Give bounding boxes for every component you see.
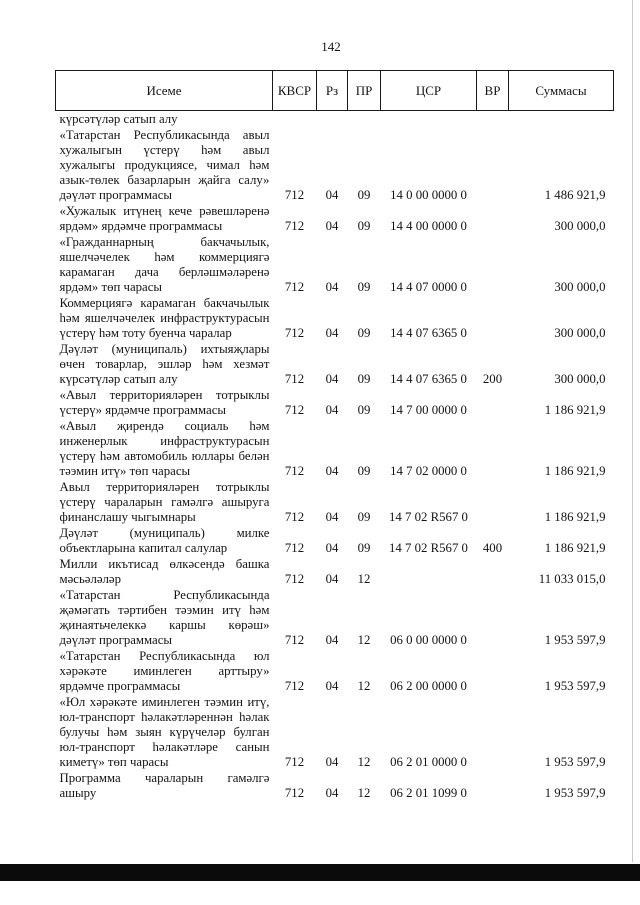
kvsr-cell: 712 [284, 510, 305, 524]
sum-cell: 1 186 921,9 [544, 464, 606, 478]
kvsr-cell: 712 [284, 633, 305, 647]
table-row [56, 234, 614, 295]
vr-cell [477, 203, 509, 234]
vr-cell [477, 770, 509, 801]
sum-cell: 300 000,0 [554, 219, 606, 233]
word: һәм [154, 250, 175, 264]
sum-cell: 1 953 597,9 [544, 755, 606, 769]
table-row [56, 648, 614, 694]
word: берләшмәләренә [178, 265, 270, 279]
row-name-line [60, 649, 270, 664]
word: авыл [242, 128, 270, 142]
word: юл-транспорт [59, 710, 135, 724]
word: тәэмин [175, 603, 214, 617]
row-name-line [60, 250, 270, 265]
pr-cell: 12 [357, 786, 371, 800]
word: «Авыл [59, 388, 97, 402]
kvsr-cell: 712 [284, 541, 305, 555]
sum-cell: 1 186 921,9 [544, 510, 606, 524]
vr-cell [477, 418, 509, 479]
row-name-line [60, 357, 270, 372]
row-name-line [60, 603, 270, 618]
word: һәм [99, 449, 121, 463]
row-name-line [60, 311, 270, 326]
word: товарлар, [95, 357, 147, 371]
pr-cell: 09 [357, 510, 371, 524]
word: «Юл [59, 695, 86, 709]
row-name-line [60, 695, 270, 710]
rz-cell: 04 [325, 464, 339, 478]
row-name-line [60, 526, 270, 541]
sum-cell: 300 000,0 [554, 326, 606, 340]
row-name-line: күрсәтүләр сатып алу [59, 372, 178, 386]
row-name-line: мәсьәләләр [59, 572, 122, 586]
pr-cell: 12 [357, 633, 371, 647]
rz-cell: 04 [325, 679, 339, 693]
csr-cell: 14 4 07 6365 0 [390, 372, 467, 386]
vr-cell [477, 234, 509, 295]
row-name-cell [56, 770, 273, 801]
kvsr-cell: 712 [284, 572, 305, 586]
sum-cell: 1 486 921,9 [544, 188, 606, 202]
word: җирендә [117, 419, 164, 433]
word: карамаган [140, 296, 196, 310]
table-row [56, 418, 614, 479]
csr-cell: 14 7 02 R567 0 [389, 541, 468, 555]
table-row [56, 556, 614, 587]
pr-cell: 12 [357, 572, 371, 586]
word: юллары [191, 449, 235, 463]
word: «Хужалык [59, 204, 117, 218]
word: зыян [135, 725, 162, 739]
rz-cell: 04 [325, 541, 339, 555]
vr-cell [477, 587, 509, 648]
rz-cell: 04 [325, 280, 339, 294]
csr-cell [381, 111, 477, 128]
header-row [56, 71, 614, 111]
row-name-line [60, 235, 270, 250]
word: ихтыяҗлары [200, 342, 270, 356]
word: Программа [59, 771, 121, 785]
word: каршы [169, 618, 206, 632]
row-name-line [60, 158, 270, 173]
word: бакчачылык [203, 296, 270, 310]
word: һәм [201, 143, 222, 157]
word: кече [168, 204, 193, 218]
pr-cell: 09 [357, 188, 371, 202]
word: территорияләрен [106, 480, 200, 494]
word: ашыруга [221, 495, 270, 509]
kvsr-cell: 712 [284, 280, 305, 294]
pr-cell: 12 [357, 755, 371, 769]
word: инфраструктурасын [160, 434, 270, 448]
vr-cell [477, 387, 509, 418]
row-name-line [60, 710, 270, 725]
word: тотрыклы [215, 480, 270, 494]
kvsr-cell: 712 [284, 403, 305, 417]
word: һәлакәтләре [152, 740, 218, 754]
word: көрәш» [228, 618, 270, 632]
word: хужалыгын [59, 143, 122, 157]
budget-table [55, 70, 614, 801]
word: яшелчәчелек [59, 250, 130, 264]
pr-cell: 09 [357, 280, 371, 294]
word: Республикасында [133, 128, 230, 142]
rz-cell: 04 [325, 510, 339, 524]
word: авыл [242, 143, 270, 157]
csr-cell: 14 4 00 0000 0 [390, 219, 467, 233]
row-name-line: үстерү» ярдәмче программасы [59, 403, 227, 417]
vr-cell [477, 127, 509, 203]
row-name-line [60, 664, 270, 679]
row-name-cell [56, 479, 273, 525]
sum-cell: 1 953 597,9 [544, 679, 606, 693]
word: «Татарстан [59, 649, 121, 663]
rz-cell: 04 [325, 219, 339, 233]
page-number: 142 [321, 39, 341, 54]
word: территорияләрен [109, 388, 203, 402]
row-name-line [60, 204, 270, 219]
row-name-line: күрсәтүләр сатып алу [59, 112, 178, 126]
word: хужалыгы [59, 158, 116, 172]
word: автомобиль [124, 449, 188, 463]
scan-edge-line [632, 0, 633, 862]
word: рәвешләренә [199, 204, 270, 218]
row-name-line [60, 128, 270, 143]
row-name-line [60, 388, 270, 403]
kvsr-cell: 712 [284, 326, 305, 340]
row-name-line [60, 419, 270, 434]
word: коммерциягә [198, 250, 270, 264]
word: яшелчәчелек [84, 311, 156, 325]
row-name-line: дәүләт программасы [59, 633, 172, 647]
row-name-line [60, 480, 270, 495]
row-name-line [60, 557, 270, 572]
word: Милли [59, 557, 98, 571]
row-name-line [60, 143, 270, 158]
table-row [56, 111, 614, 128]
pr-cell: 09 [357, 219, 371, 233]
word: Республикасында [139, 649, 236, 663]
word: чараларын [104, 495, 163, 509]
word: тәртибен [118, 603, 167, 617]
word: Республикасында [173, 588, 270, 602]
word: һәм [107, 725, 128, 739]
table-row [56, 341, 614, 387]
word: «Гражданнарның [59, 235, 154, 249]
row-name-line: дәүләт программасы [59, 188, 172, 202]
word: белән [238, 449, 270, 463]
word: һәм [59, 311, 80, 325]
word: үстерү [143, 143, 180, 157]
row-name-cell [56, 234, 273, 295]
rz-cell: 04 [325, 633, 339, 647]
vr-cell: 400 [482, 541, 503, 555]
word: Дәүләт [59, 526, 98, 540]
csr-cell [381, 556, 477, 587]
kvsr-cell: 712 [284, 219, 305, 233]
kvsr-cell: 712 [284, 464, 305, 478]
table-row [56, 587, 614, 648]
vr-cell: 200 [482, 372, 503, 386]
word: «Татарстан [59, 128, 121, 142]
row-name-line [60, 342, 270, 357]
word: өчен [59, 357, 85, 371]
word: итү [222, 603, 241, 617]
row-name-cell [56, 418, 273, 479]
word: һәлакәтләреннән [141, 710, 233, 724]
header-name: Исеме [56, 71, 273, 111]
csr-cell: 06 0 00 0000 0 [390, 633, 467, 647]
vr-cell [477, 556, 509, 587]
word: Коммерциягә [59, 296, 133, 310]
table-row [56, 387, 614, 418]
kvsr-cell: 712 [284, 188, 305, 202]
pr-cell: 09 [357, 372, 371, 386]
word: иминлеген [141, 695, 200, 709]
word: һәм [249, 603, 270, 617]
table-row [56, 479, 614, 525]
pr-cell: 09 [357, 464, 371, 478]
word: чараларын [144, 771, 204, 785]
sum-cell: 1 953 597,9 [544, 786, 606, 800]
word: һәм [249, 419, 270, 433]
word: Дәүләт [59, 342, 98, 356]
word: иминлеген [133, 664, 192, 678]
header-sum: Суммасы [509, 71, 614, 111]
row-name-cell [56, 648, 273, 694]
word: «Татарстан [59, 588, 121, 602]
header-kvsr: КВСР [273, 71, 317, 111]
row-name-line [60, 495, 270, 510]
pr-cell [348, 111, 381, 128]
table-row [56, 203, 614, 234]
vr-cell [477, 111, 509, 128]
table-row [56, 770, 614, 801]
word: «Авыл [59, 419, 97, 433]
scan-border-bar [0, 864, 640, 881]
word: гамәлгә [227, 771, 270, 785]
word: эшләр [157, 357, 192, 371]
word: тотрыклы [215, 388, 270, 402]
word: җинаятьчелеккә [59, 618, 147, 632]
rz-cell: 04 [325, 326, 339, 340]
row-name-line [60, 618, 270, 633]
word: икътисад [108, 557, 159, 571]
word: бакчачылык, [200, 235, 270, 249]
row-name-line: үстерү һәм тоту буенча чаралар [59, 326, 232, 340]
word: юл-транспорт [59, 740, 135, 754]
row-name-cell [56, 694, 273, 770]
word: башка [235, 557, 270, 571]
kvsr-cell: 712 [284, 679, 305, 693]
word: җайга [198, 173, 231, 187]
row-name-cell [56, 127, 273, 203]
csr-cell: 14 7 02 0000 0 [390, 464, 467, 478]
table-row [56, 694, 614, 770]
row-name-cell [56, 295, 273, 341]
word: һәлак [239, 710, 270, 724]
row-name-line [60, 265, 270, 280]
csr-cell: 06 2 01 0000 0 [390, 755, 467, 769]
row-name-line [60, 296, 270, 311]
kvsr-cell: 712 [284, 755, 305, 769]
row-name-line: ашыру [59, 786, 97, 800]
sum-cell: 1 953 597,9 [544, 633, 606, 647]
vr-cell [477, 694, 509, 770]
row-name-cell [56, 111, 273, 128]
word: тәэмин [204, 695, 243, 709]
row-name-line: тәэмин итү» төп чарасы [59, 464, 191, 478]
pr-cell: 12 [357, 679, 371, 693]
sum-cell: 1 186 921,9 [544, 541, 606, 555]
row-name-cell [56, 387, 273, 418]
row-name-line [60, 771, 270, 786]
pr-cell: 09 [357, 326, 371, 340]
word: Авыл [59, 480, 90, 494]
word: инженерлык [59, 434, 128, 448]
table-header [56, 71, 614, 111]
word: милке [236, 526, 270, 540]
rz-cell: 04 [325, 786, 339, 800]
pr-cell: 09 [357, 541, 371, 555]
word: чимал [206, 158, 240, 172]
table-body [56, 111, 614, 802]
row-name-line: ярдәм» төп чарасы [59, 280, 163, 294]
csr-cell: 14 4 07 0000 0 [390, 280, 467, 294]
word: азык-төлек [59, 173, 120, 187]
word: социаль [184, 419, 229, 433]
sum-cell [509, 111, 614, 128]
vr-cell [477, 648, 509, 694]
row-name-line: ярдәмче программасы [59, 679, 181, 693]
word: хәрәкәте [59, 664, 107, 678]
vr-cell [477, 295, 509, 341]
csr-cell: 06 2 01 1099 0 [390, 786, 467, 800]
word: санын [235, 740, 270, 754]
row-name-cell [56, 341, 273, 387]
csr-cell: 14 7 00 0000 0 [390, 403, 467, 417]
row-name-cell [56, 525, 273, 556]
word: салу» [238, 173, 270, 187]
row-name-line [60, 449, 270, 464]
kvsr-cell: 712 [284, 372, 305, 386]
sum-cell: 1 186 921,9 [544, 403, 606, 417]
csr-cell: 06 2 00 0000 0 [390, 679, 467, 693]
row-name-cell [56, 203, 273, 234]
word: карамаган [59, 265, 115, 279]
row-name-line [60, 588, 270, 603]
word: инфраструктурасын [160, 311, 270, 325]
word: юл [253, 649, 270, 663]
kvsr-cell [273, 111, 317, 128]
header-vr: ВР [477, 71, 509, 111]
row-name-line [60, 740, 270, 755]
sum-cell: 300 000,0 [554, 372, 606, 386]
row-name-line [60, 725, 270, 740]
word: продукциясе, [124, 158, 198, 172]
rz-cell: 04 [325, 403, 339, 417]
word: арттыру» [218, 664, 270, 678]
rz-cell: 04 [325, 755, 339, 769]
vr-cell [477, 479, 509, 525]
rz-cell: 04 [325, 188, 339, 202]
word: хәрәкәте [89, 695, 138, 709]
csr-cell: 14 7 02 R567 0 [389, 510, 468, 524]
csr-cell: 14 4 07 6365 0 [390, 326, 467, 340]
row-name-line [60, 434, 270, 449]
kvsr-cell: 712 [284, 786, 305, 800]
word: (муниципаль) [129, 526, 205, 540]
rz-cell: 04 [325, 372, 339, 386]
row-name-cell [56, 587, 273, 648]
word: һәм [202, 357, 223, 371]
table-row [56, 127, 614, 203]
word: өлкәсендә [169, 557, 225, 571]
table-row [56, 525, 614, 556]
rz-cell [317, 111, 348, 128]
csr-cell: 14 0 00 0000 0 [390, 188, 467, 202]
word: күрүчеләр [169, 725, 226, 739]
word: (муниципаль) [111, 342, 187, 356]
row-name-line: киметү» төп чарасы [59, 755, 169, 769]
pr-cell: 09 [357, 403, 371, 417]
word: гамәлгә [171, 495, 214, 509]
header-csr: ЦСР [381, 71, 477, 111]
table-row [56, 295, 614, 341]
row-name-line: ярдәм» ярдәмче программасы [59, 219, 223, 233]
word: үстерү [59, 449, 96, 463]
rz-cell: 04 [325, 572, 339, 586]
word: итү, [247, 695, 270, 709]
word: дача [134, 265, 159, 279]
row-name-line: объектларына капитал салулар [59, 541, 228, 555]
word: һәм [249, 158, 270, 172]
word: хезмәт [233, 357, 270, 371]
sum-cell: 11 033 015,0 [538, 572, 606, 586]
word: җәмәгать [59, 603, 110, 617]
header-pr: ПР [348, 71, 381, 111]
header-rz: Рз [317, 71, 348, 111]
row-name-line [60, 173, 270, 188]
word: үстерү [59, 495, 96, 509]
sum-cell: 300 000,0 [554, 280, 606, 294]
word: базарларын [127, 173, 191, 187]
word: итүнең [123, 204, 162, 218]
word: булучы [59, 725, 100, 739]
row-name-cell [56, 556, 273, 587]
word: булган [233, 725, 270, 739]
row-name-line: финанслашу чыгымнары [59, 510, 196, 524]
